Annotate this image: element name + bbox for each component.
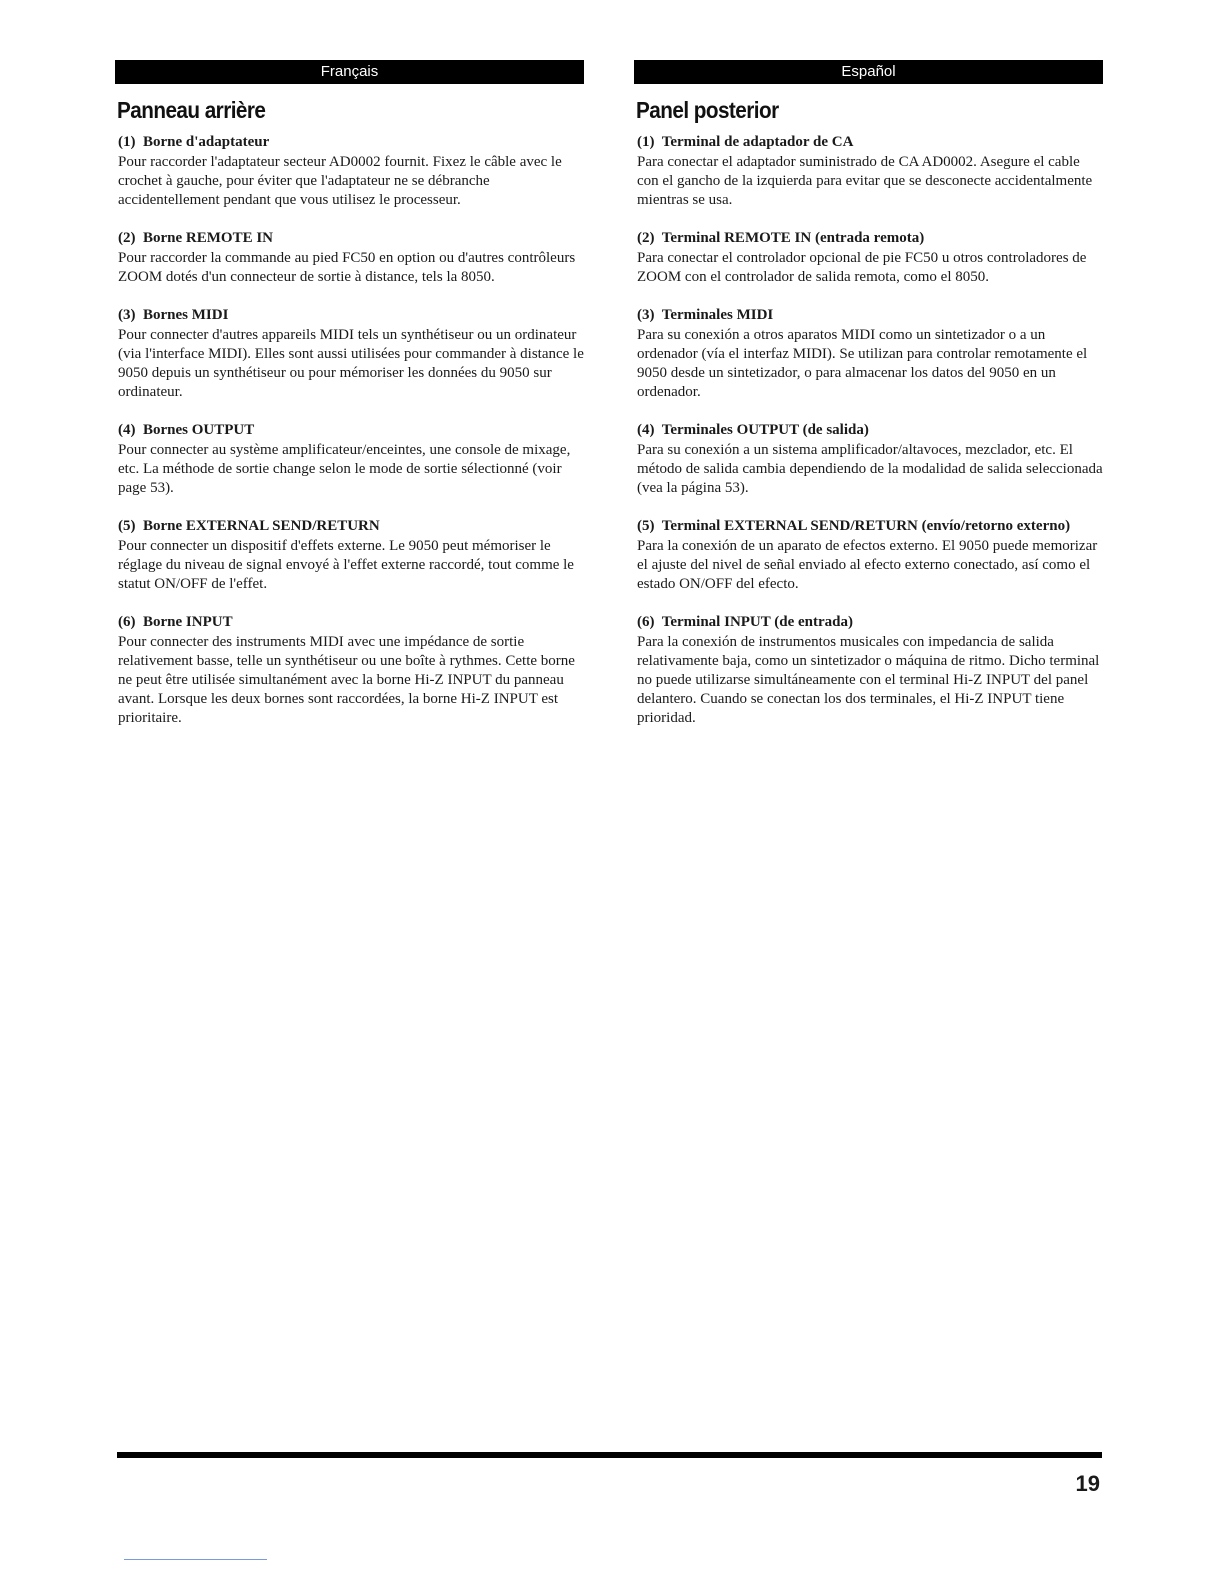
spanish-section-4	[637, 421, 1103, 498]
spanish-section-3	[637, 306, 1103, 402]
section-title: (4) Bornes OUTPUT	[118, 422, 255, 438]
french-section-4	[118, 421, 584, 498]
section-title: (1) Terminal de adaptador de CA	[637, 134, 854, 150]
section-body: Para conectar el adaptador suministrado de CA AD0002. Asegure el cable con el gancho de la izquierda para evitar que se desconecte accidentalmente mientras se usa.	[637, 154, 1093, 208]
french-section-6	[118, 613, 584, 728]
section-body: Para su conexión a otros aparatos MIDI como un sintetizador o a un ordenador (vía el interfaz MIDI). Se utilizan para controlar remotamente el 9050 desde un sintetizador, o para almacenar los datos del 9050 en un ordenador.	[637, 327, 1088, 400]
french-section-3	[118, 306, 584, 402]
section-body: Para su conexión a un sistema amplificador/altavoces, mezclador, etc. El método de salida cambia dependiendo de la modalidad de salida seleccionada (vea la página 53).	[637, 442, 1103, 496]
section-title: (6) Borne INPUT	[118, 614, 233, 630]
section-title: (6) Terminal INPUT (de entrada)	[637, 614, 853, 630]
spanish-heading: Panel posterior	[636, 97, 779, 123]
page-number: 19	[1075, 1471, 1100, 1496]
spanish-column	[634, 60, 1103, 747]
section-body: Pour raccorder la commande au pied FC50 en option ou d'autres contrôleurs ZOOM dotés d'un connecteur de sortie à distance, tels la 8050.	[118, 250, 576, 285]
spanish-section-5	[637, 517, 1103, 594]
section-body: Pour connecter des instruments MIDI avec une impédance de sortie relativement basse, telle un synthétiseur ou une boîte à rythmes. Cette borne ne peut être utilisée simultanément avec la borne Hi-Z INPUT du panneau avant. Lorsque les deux bornes sont raccordées, la borne Hi-Z INPUT est prioritaire.	[118, 634, 575, 726]
spanish-section-6	[637, 613, 1103, 728]
scan-artifact-line	[124, 1559, 267, 1560]
section-title: (5) Terminal EXTERNAL SEND/RETURN (envío/retorno externo)	[637, 518, 1071, 534]
section-body: Pour connecter d'autres appareils MIDI tels un synthétiseur ou un ordinateur (via l'interface MIDI). Elles sont aussi utilisées pour commander à distance le 9050 depuis un synthétiseur ou pour mémoriser les données du 9050 sur ordinateur.	[118, 327, 584, 400]
section-title: (2) Terminal REMOTE IN (entrada remota)	[637, 230, 925, 246]
section-body: Para la conexión de un aparato de efectos externo. El 9050 puede memorizar el ajuste del nivel de señal enviado al efecto externo conectado, así como el estado ON/OFF del efecto.	[637, 538, 1098, 592]
section-body: Pour connecter un dispositif d'effets externe. Le 9050 peut mémoriser le réglage du niveau de signal envoyé à l'effet externe raccordé, tout comme le statut ON/OFF de l'effet.	[118, 538, 574, 592]
section-title: (3) Terminales MIDI	[637, 307, 774, 323]
spanish-section-1	[637, 133, 1103, 210]
french-section-1	[118, 133, 584, 210]
french-section-5	[118, 517, 584, 594]
section-body: Pour raccorder l'adaptateur secteur AD0002 fournit. Fixez le câble avec le crochet à gauche, pour éviter que l'adaptateur ne se débranche accidentellement pendant que vous utilisez le processeur.	[118, 154, 562, 208]
french-heading: Panneau arrière	[117, 97, 266, 123]
section-title: (5) Borne EXTERNAL SEND/RETURN	[118, 518, 380, 534]
section-body: Pour connecter au système amplificateur/enceintes, une console de mixage, etc. La méthode de sortie change selon le mode de sortie sélectionné (voir page 53).	[118, 442, 571, 496]
spanish-language-bar: Español	[634, 60, 1103, 84]
spanish-section-2	[637, 229, 1103, 287]
section-body: Para conectar el controlador opcional de pie FC50 u otros controladores de ZOOM con el controlador de salida remota, como el 8050.	[637, 250, 1087, 285]
french-section-2	[118, 229, 584, 287]
section-title: (2) Borne REMOTE IN	[118, 230, 274, 246]
french-language-bar: Français	[115, 60, 584, 84]
section-title: (3) Bornes MIDI	[118, 307, 229, 323]
section-title: (4) Terminales OUTPUT (de salida)	[637, 422, 869, 438]
section-body: Para la conexión de instrumentos musicales con impedancia de salida relativamente baja, como un sintetizador o máquina de ritmo. Dicho terminal no puede utilizarse simultáneamente con el terminal Hi-Z INPUT del panel delantero. Cuando se conectan los dos terminales, el Hi-Z INPUT tiene prioridad.	[637, 634, 1100, 726]
section-title: (1) Borne d'adaptateur	[118, 134, 270, 150]
footer-rule	[117, 1452, 1102, 1458]
french-column	[115, 60, 584, 747]
